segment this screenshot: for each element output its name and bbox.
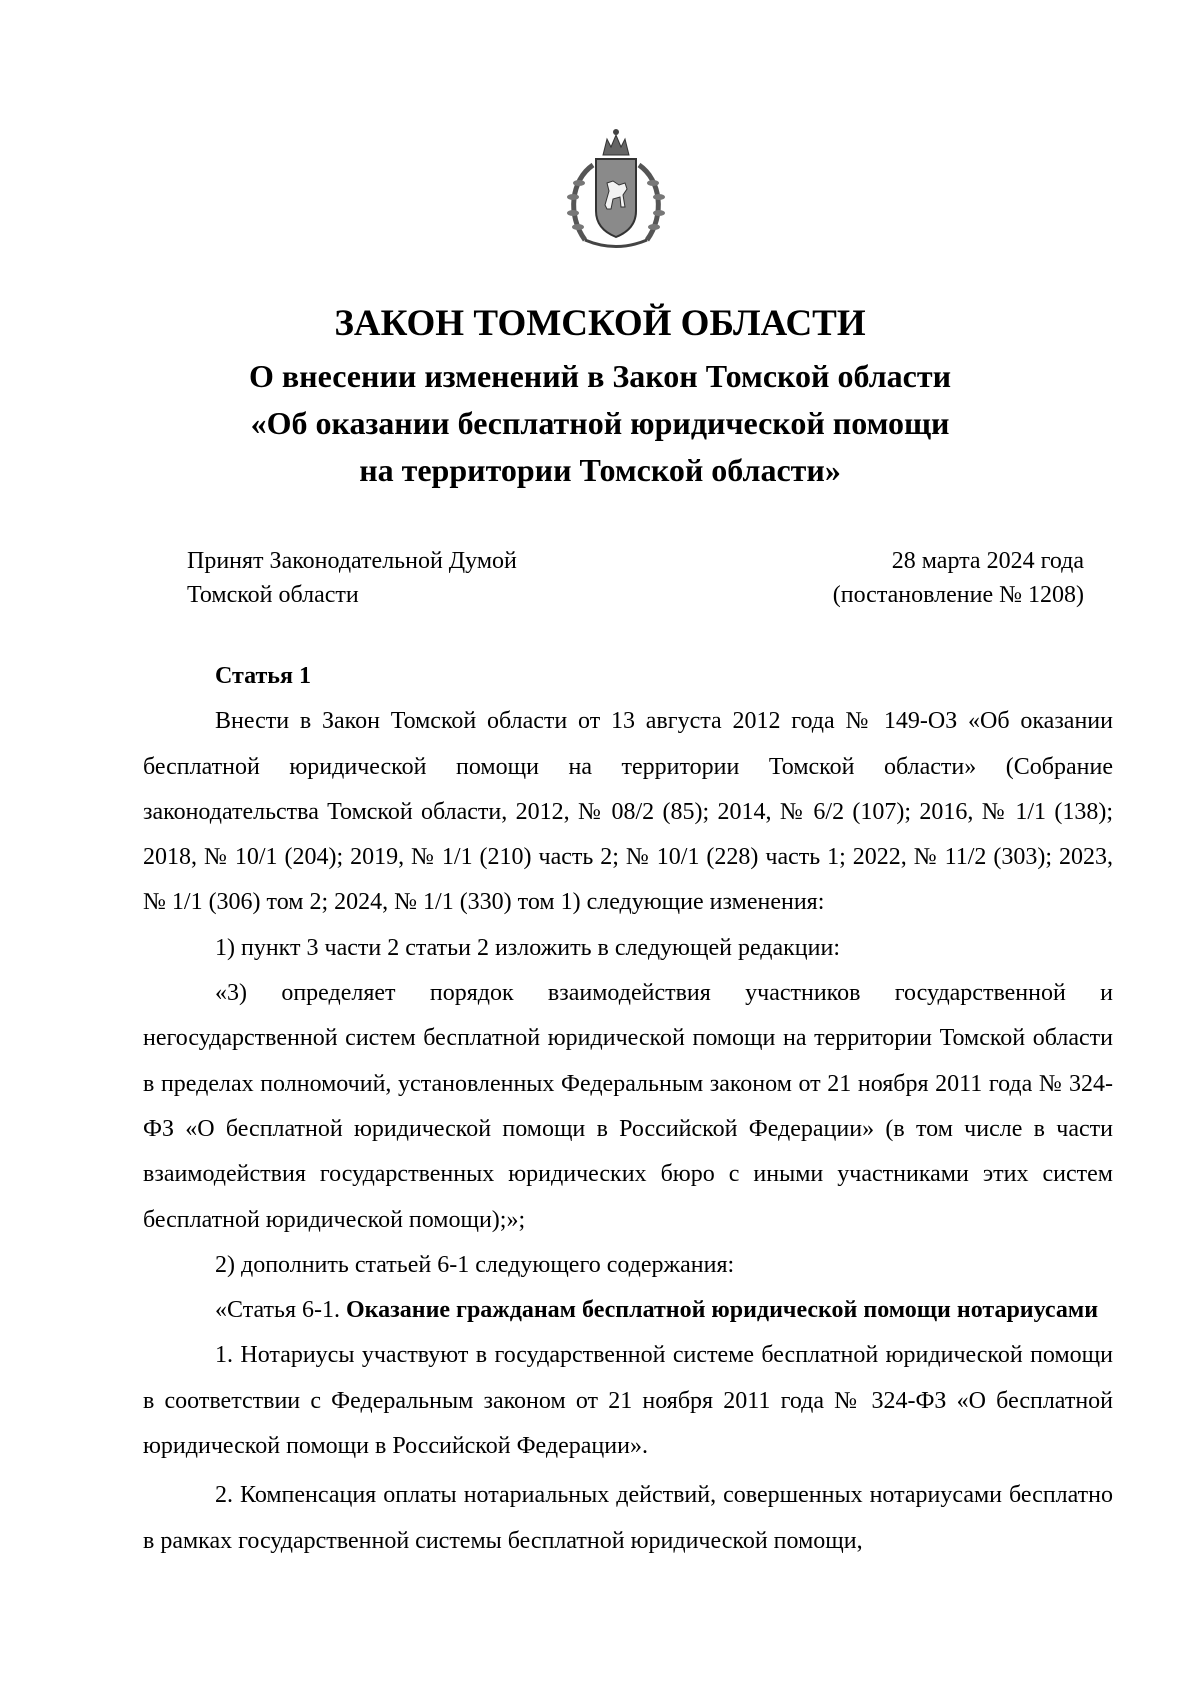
tomsk-coat-of-arms-icon (563, 125, 669, 255)
article-heading: Статья 1 (215, 663, 311, 689)
amendment-item-1: 1) пункт 3 части 2 статьи 2 изложить в следующей редакции: (215, 934, 840, 961)
new-article-point-2: 2. Компенсация оплаты нотариальных действий, совершенных нотариусами бесплатно в рамках государственной системы бесплатной юридической помощи, (143, 1482, 1113, 1554)
adoption-date-block (833, 544, 1084, 612)
law-title: ЗАКОН ТОМСКОЙ ОБЛАСТИ (334, 303, 866, 344)
adoption-resolution: (постановление № 1208) (832, 582, 1084, 608)
adoption-body-line-2: Томской области (187, 582, 359, 608)
law-subtitle-line-1: О внесении изменений в Закон Томской области (249, 358, 951, 394)
amendment-item-1-text: «3) определяет порядок взаимодействия участников государственной и негосударственной систем бесплатной юридической помощи на территории Томской области в пределах полномочий, установленных Федеральным законом от 21 ноября 2011 года № 324-ФЗ «О бесплатной юридической помощи в Российской Федерации» (в том числе в части взаимодействия государственных юридических бюро с иными участниками этих систем бесплатной юридической помощи);»; (143, 980, 1113, 1233)
article-intro: Внести в Закон Томской области от 13 августа 2012 года № 149-ОЗ «Об оказании бесплатной юридической помощи на территории Томской области» (Собрание законодательства Томской области, 2012, № 08/2 (85); 2014, № 6/2 (107); 2016, № 1/1 (138); 2018, № 10/1 (204); 2019, № 1/1 (210) часть 2; № 10/1 (228) часть 1; 2022, № 11/2 (303); 2023, № 1/1 (306) том 2; 2024, № 1/1 (330) том 1) следующие изменения: (143, 708, 1113, 916)
law-subtitle-line-2: «Об оказании бесплатной юридической помощи (250, 405, 950, 441)
new-article-point-1: 1. Нотариусы участвуют в государственной системе бесплатной юридической помощи в соответствии с Федеральным законом от 21 ноября 2011 года № 324-ФЗ «О бесплатной юридической помощи в Российской Федерации». (143, 1342, 1113, 1460)
law-subtitle-line-3: на территории Томской области» (359, 452, 841, 488)
law-title-block (0, 300, 1200, 494)
amendment-item-2: 2) дополнить статьей 6-1 следующего содержания: (215, 1251, 735, 1278)
new-article-prefix: «Статья 6-1. (215, 1297, 346, 1324)
adoption-body-line-1: Принят Законодательной Думой (187, 548, 517, 574)
adoption-body (187, 544, 517, 612)
new-article-heading (143, 1288, 1113, 1333)
new-article-title: Оказание гражданам бесплатной юридической помощи нотариусами (345, 1297, 1099, 1324)
adoption-date: 28 марта 2024 года (891, 548, 1084, 574)
document-body (143, 654, 1113, 1564)
